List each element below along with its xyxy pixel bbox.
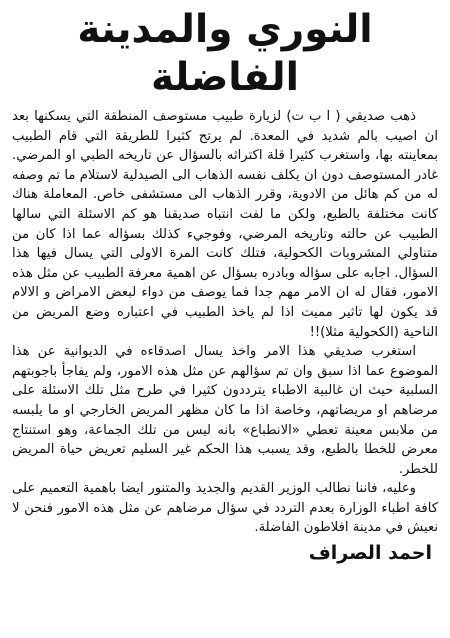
- article-paragraph-2: استغرب صديقي هذا الامر واخذ يسال اصدقاءه في الديوانية عن هذا الموضوع عما اذا سبق وان تم سؤالهم عن مثل هذه الامور، ولم يفاجأ باجوبتهم السلبية حيث ان غالبية الاطباء يترددون كثيرا في طرح مثل تلك الاسئلة على مرضاهم او مريضاتهم، وخاصة اذا ما كان مظهر المريض الخارجي او ما يلبسه من ملابس معينة تعطي «الانطباع» بانه ليس من تلك الجماعة، وهو استنتاج معرض للخطا بالطبع، وقد يسبب هذا الحكم غير السليم تعريض حياة المريض للخطر.: [12, 344, 438, 477]
- article-title: النوري والمدينة الفاضلة: [77, 7, 373, 100]
- author-byline: احمد الصراف: [308, 542, 432, 565]
- article-body: [12, 107, 438, 538]
- article-paragraph-1: ذهب صديقي ( ا ب ت) لزيارة طبيب مستوصف المنطقة التي يسكنها بعد ان اصيب بالم شديد في المعدة. لم يرتح كثيرا للطريقة التي قام الطبيب بمعاينته بها، واستغرب كثيرا قلة اكتراثه بالسؤال عن تاريخه الطبي او المرضي. غادر المستوصف دون ان يكلف نفسه الذهاب الى الصيدلية لاستلام ما تم وصفه له من كم هائل من الادوية، وقرر الذهاب الى مستشفى خاص. المعاملة هناك كانت مختلفة بالطبع، ولكن ما لفت انتباه صديقنا هو كم الاسئلة التي سالها الطبيب عن حالته وتاريخه المرضي، وفوجيء كذلك بسؤاله عما اذا كان من متناولي المشروبات الكحولية، فتلك كانت المرة الاولى التي يسال فيها هذا السؤال. اجابه على سؤاله وبادره بسؤال عن اهمية معرفة الطبيب عن مثل هذه الامور، فقال له ان الامر مهم جدا فما يوصف من دواء لبعض الامراض و الالام قد يكون لها تاثير مميت اذا لم ياخذ الطبيب في اعتباره وضع المريض من الناحية (الكحولية مثلا)!!: [12, 109, 438, 340]
- article-paragraph-3: وعليه، فاننا نطالب الوزير القديم والجديد والمتنور ايضا باهمية التعميم على كافة اطباء الوزارة بعدم التردد في سؤال مرضاهم عن مثل هذه الامور فنحن لا نعيش في مدينة افلاطون الفاضلة.: [12, 481, 438, 536]
